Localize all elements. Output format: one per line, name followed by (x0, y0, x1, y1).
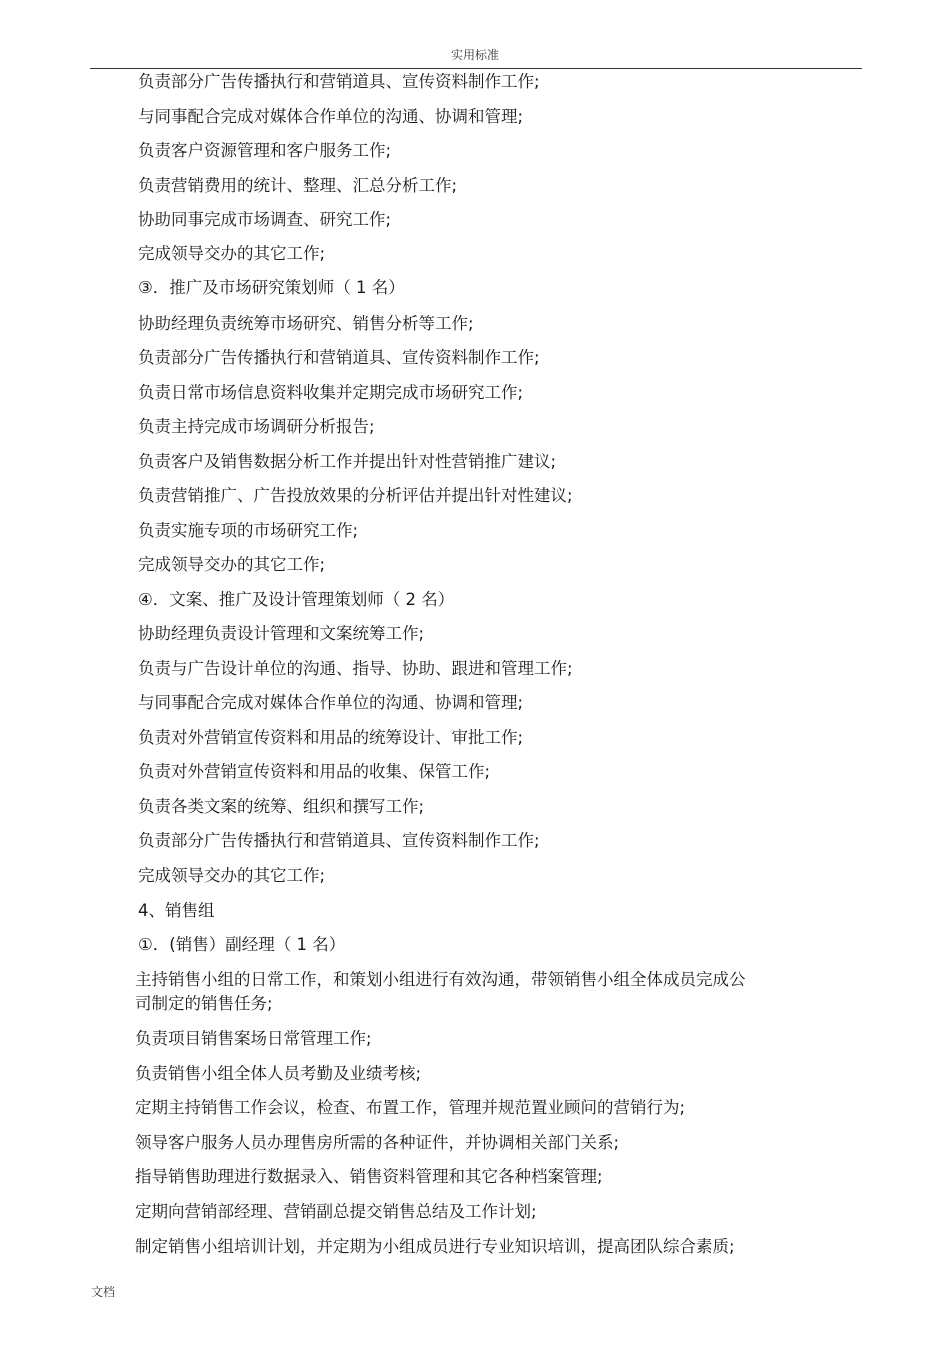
section-heading: ①．(销售）副经理（ 1 名） (138, 935, 346, 954)
body-line: 定期主持销售工作会议，检查、布置工作，管理并规范置业顾问的营销行为; (135, 1098, 686, 1117)
page-header: 实用标准 (450, 48, 499, 62)
body-line: 协助经理负责设计管理和文案统筹工作; (138, 624, 425, 643)
body-line: 负责部分广告传播执行和营销道具、宣传资料制作工作; (138, 831, 540, 850)
section-heading: ③．推广及市场研究策划师（ 1 名） (138, 278, 405, 297)
body-line: 协助经理负责统筹市场研究、销售分析等工作; (138, 314, 474, 333)
body-line: 指导销售助理进行数据录入、销售资料管理和其它各种档案管理; (135, 1167, 603, 1186)
body-line: 与同事配合完成对媒体合作单位的沟通、协调和管理; (138, 107, 524, 126)
section-heading: ④．文案、推广及设计管理策划师（ 2 名） (138, 590, 455, 609)
body-line: 负责营销推广、广告投放效果的分析评估并提出针对性建议; (138, 486, 573, 505)
body-line: 负责营销费用的统计、整理、汇总分析工作; (138, 176, 458, 195)
body-line: 制定销售小组培训计划，并定期为小组成员进行专业知识培训，提高团队综合素质; (135, 1237, 735, 1256)
body-line: 负责项目销售案场日常管理工作; (135, 1029, 372, 1048)
body-line: 负责客户及销售数据分析工作并提出针对性营销推广建议; (138, 452, 557, 471)
body-line: 负责与广告设计单位的沟通、指导、协助、跟进和管理工作; (138, 659, 573, 678)
body-line: 负责各类文案的统筹、组织和撰写工作; (138, 797, 425, 816)
page-footer: 文档 (91, 1285, 116, 1299)
header-divider (90, 68, 862, 69)
body-line: 负责销售小组全体人员考勤及业绩考核; (135, 1064, 422, 1083)
body-line: 负责对外营销宣传资料和用品的收集、保管工作; (138, 762, 491, 781)
body-line: 定期向营销部经理、营销副总提交销售总结及工作计划; (135, 1202, 537, 1221)
body-line: 完成领导交办的其它工作; (138, 244, 326, 263)
body-line: 负责部分广告传播执行和营销道具、宣传资料制作工作; (138, 348, 540, 367)
body-line: 负责客户资源管理和客户服务工作; (138, 141, 392, 160)
body-line: 负责对外营销宣传资料和用品的统筹设计、审批工作; (138, 728, 524, 747)
body-line: 负责实施专项的市场研究工作; (138, 521, 359, 540)
body-line: 领导客户服务人员办理售房所需的各种证件，并协调相关部门关系; (135, 1133, 620, 1152)
body-line: 协助同事完成市场调查、研究工作; (138, 210, 392, 229)
section-heading: 4、销售组 (138, 901, 215, 920)
body-line: 司制定的销售任务; (135, 994, 273, 1013)
body-line: 完成领导交办的其它工作; (138, 555, 326, 574)
body-line: 完成领导交办的其它工作; (138, 866, 326, 885)
body-line: 负责日常市场信息资料收集并定期完成市场研究工作; (138, 383, 524, 402)
body-line: 负责部分广告传播执行和营销道具、宣传资料制作工作; (138, 72, 540, 91)
body-line: 与同事配合完成对媒体合作单位的沟通、协调和管理; (138, 693, 524, 712)
body-line: 主持销售小组的日常工作，和策划小组进行有效沟通，带领销售小组全体成员完成公 (135, 970, 746, 989)
body-line: 负责主持完成市场调研分析报告; (138, 417, 375, 436)
